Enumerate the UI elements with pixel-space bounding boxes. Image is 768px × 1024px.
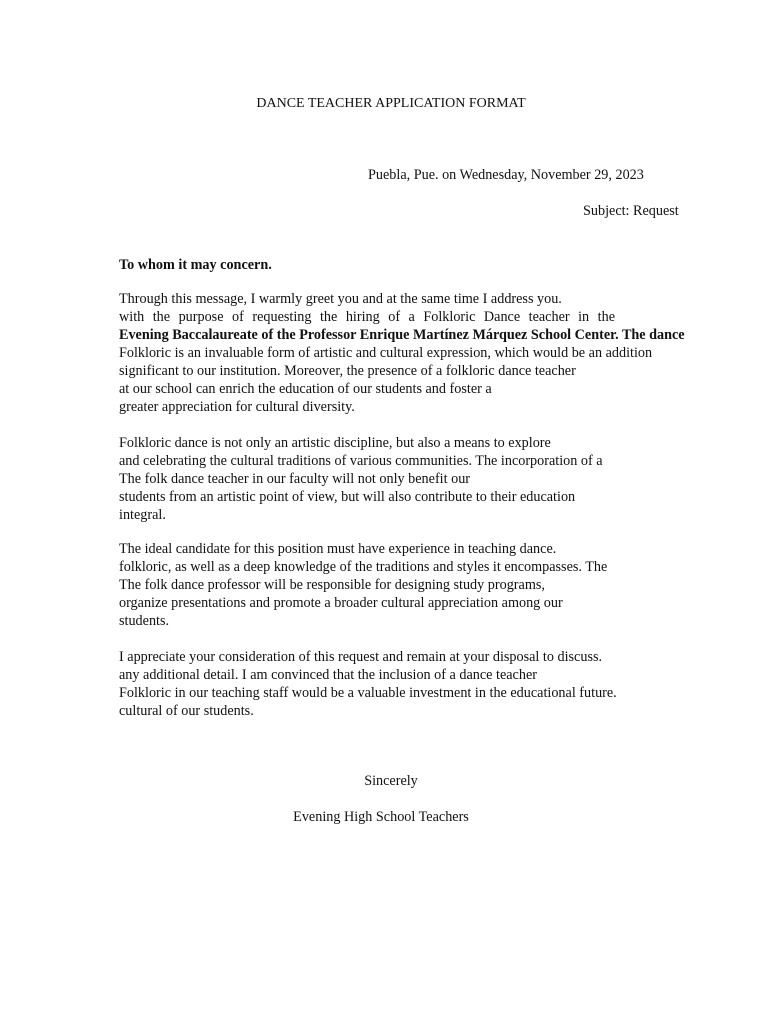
paragraph-line-bold: Evening Baccalaureate of the Professor Enrique Martínez Márquez School Center. The dance bbox=[119, 327, 685, 343]
paragraph-line: I appreciate your consideration of this request and remain at your disposal to discuss. bbox=[119, 649, 603, 665]
paragraph-3 bbox=[119, 540, 607, 630]
paragraph-line: Folkloric dance is not only an artistic discipline, but also a means to explore bbox=[119, 435, 551, 451]
paragraph-line: integral. bbox=[119, 507, 166, 523]
signature: Evening High School Teachers bbox=[293, 809, 469, 825]
closing: Sincerely bbox=[364, 773, 418, 789]
paragraph-line: The folk dance professor will be responsible for designing study programs, bbox=[119, 577, 545, 593]
paragraph-line: significant to our institution. Moreover, the presence of a folkloric dance teacher bbox=[119, 363, 576, 379]
paragraph-line: cultural of our students. bbox=[119, 703, 254, 719]
paragraph-line: The ideal candidate for this position must have experience in teaching dance. bbox=[119, 541, 557, 557]
salutation: To whom it may concern. bbox=[119, 257, 272, 273]
paragraph-line: Folkloric is an invaluable form of artistic and cultural expression, which would be an addition bbox=[119, 345, 653, 361]
paragraph-line: at our school can enrich the education of our students and foster a bbox=[119, 381, 492, 397]
document-title: DANCE TEACHER APPLICATION FORMAT bbox=[256, 96, 526, 111]
paragraph-2 bbox=[119, 434, 603, 524]
paragraph-line: Through this message, I warmly greet you and at the same time I address you. bbox=[119, 291, 562, 307]
date-line: Puebla, Pue. on Wednesday, November 29, 2023 bbox=[368, 167, 644, 183]
subject-line: Subject: Request bbox=[583, 203, 679, 219]
paragraph-line: students. bbox=[119, 613, 170, 629]
paragraph-line: and celebrating the cultural traditions of various communities. The incorporation of a bbox=[119, 453, 603, 469]
paragraph-line: students from an artistic point of view, but will also contribute to their education bbox=[119, 489, 576, 505]
paragraph-line: greater appreciation for cultural diversity. bbox=[119, 399, 355, 415]
paragraph-line: Folkloric in our teaching staff would be a valuable investment in the educational future. bbox=[119, 685, 617, 701]
paragraph-line: The folk dance teacher in our faculty will not only benefit our bbox=[119, 471, 471, 487]
paragraph-line: with the purpose of requesting the hiring of a Folkloric Dance teacher in the bbox=[119, 309, 615, 325]
paragraph-line: folkloric, as well as a deep knowledge of the traditions and styles it encompasses. The bbox=[119, 559, 608, 575]
paragraph-line: organize presentations and promote a broader cultural appreciation among our bbox=[119, 595, 563, 611]
paragraph-4 bbox=[119, 648, 617, 720]
paragraph-line: any additional detail. I am convinced that the inclusion of a dance teacher bbox=[119, 667, 537, 683]
paragraph-1 bbox=[119, 290, 685, 416]
